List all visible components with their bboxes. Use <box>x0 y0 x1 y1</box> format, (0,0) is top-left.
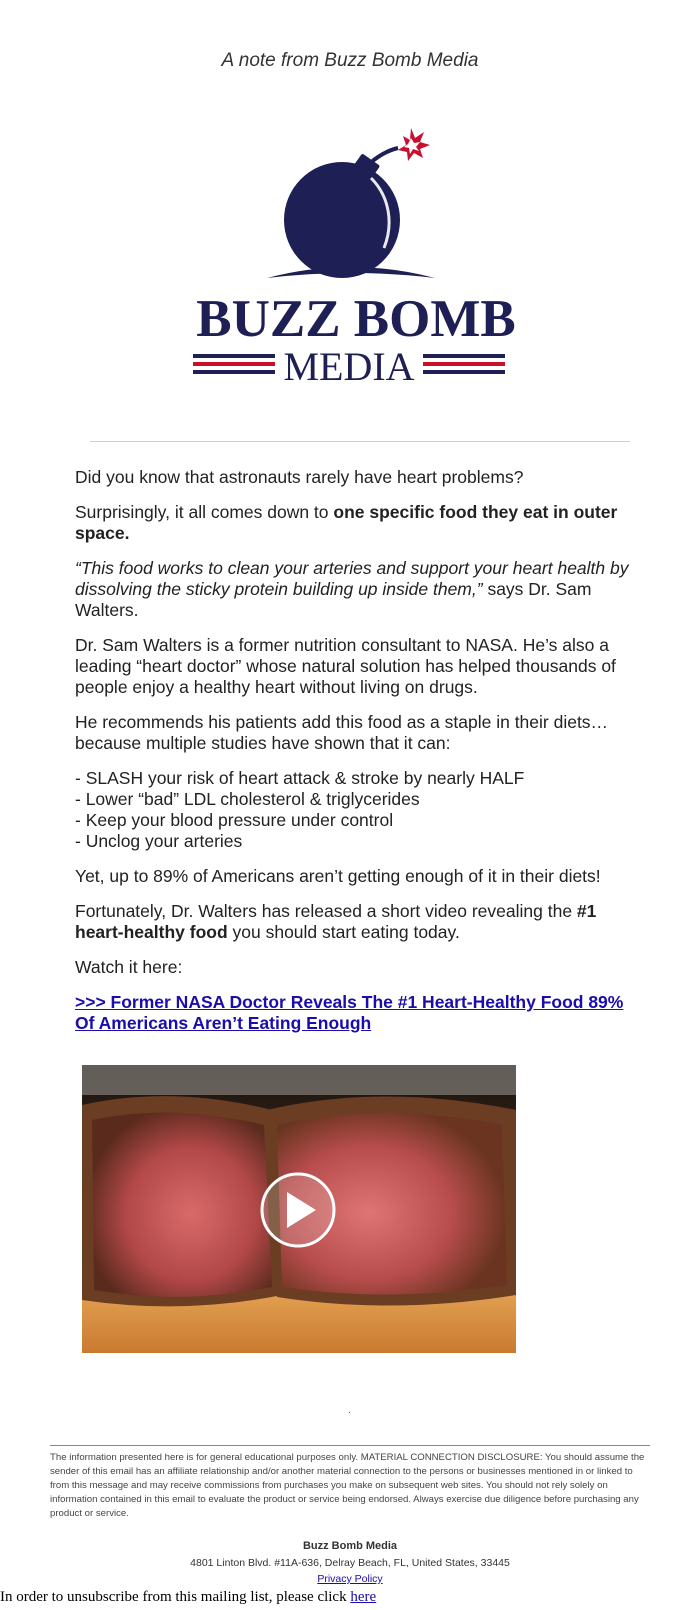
paragraph-americans: Yet, up to 89% of Americans aren’t getting enough of it in their diets! <box>75 866 601 886</box>
email-body <box>75 467 647 1048</box>
paragraph-astronauts: Did you know that astronauts rarely have heart problems? <box>75 467 524 487</box>
buzz-bomb-media-logo <box>191 118 521 393</box>
logo-line2: MEDIA <box>283 344 415 389</box>
list-item: - Keep your blood pressure under control <box>75 810 394 830</box>
video-thumbnail[interactable] <box>82 1065 516 1353</box>
disclaimer-text: The information presented here is for general educational purposes only. MATERIAL CONNECTION DISCLOSURE: You should assume the sender of this email has an affiliate relationship and/or another material connection to the persons or businesses mentioned in or linked to from this message and may receive commissions from purchases you make on subsequent web sites. You should not rely solely on information contained in this email to evaluate the product or service being endorsed. Always exercise due diligence before purchasing any product or service. <box>50 1452 645 1519</box>
paragraph-watch: Watch it here: <box>75 957 183 977</box>
list-item: - Lower “bad” LDL cholesterol & triglycerides <box>75 789 420 809</box>
header-note: A note from Buzz Bomb Media <box>221 50 479 71</box>
paragraph-fortunately: Fortunately, Dr. Walters has released a short video revealing the #1 heart-healthy food you should start eating today. <box>75 901 597 942</box>
unsubscribe-link[interactable]: here <box>350 1589 377 1605</box>
paragraph-recommends: He recommends his patients add this food as a staple in their diets… because multiple studies have shown that it can: <box>75 712 609 753</box>
cta-link[interactable]: >>> Former NASA Doctor Reveals The #1 Heart-Healthy Food 89% Of Americans Aren’t Eating Enough <box>75 992 624 1033</box>
benefits-list <box>75 768 647 852</box>
footer-company: Buzz Bomb Media <box>302 1540 398 1552</box>
privacy-policy-link[interactable]: Privacy Policy <box>317 1573 383 1585</box>
logo-line1: BUZZ BOMB <box>196 290 516 348</box>
privacy-wrapper <box>0 1573 700 1585</box>
paragraph-quote: “This food works to clean your arteries and support your heart health by dissolving the sticky protein building up inside them,” says Dr. Sam Walters. <box>75 558 629 620</box>
bomb-icon <box>284 162 400 278</box>
list-item: - SLASH your risk of heart attack & stroke by nearly HALF <box>75 768 525 788</box>
list-item: - Unclog your arteries <box>75 831 243 851</box>
paragraph-dr-walters: Dr. Sam Walters is a former nutrition consultant to NASA. He’s also a leading “heart doctor” whose natural solution has helped thousands of people enjoy a healthy heart without living on drugs. <box>75 635 616 697</box>
unsubscribe-line: In order to unsubscribe from this mailing list, please click here <box>0 1589 377 1605</box>
paragraph-surprisingly: Surprisingly, it all comes down to one specific food they eat in outer space. <box>75 502 618 543</box>
footer-address: 4801 Linton Blvd. #11A-636, Delray Beach, FL, United States, 33445 <box>190 1557 510 1569</box>
footer-divider <box>50 1445 650 1446</box>
spacer-dot: . <box>348 1405 351 1416</box>
header-divider <box>90 441 630 442</box>
